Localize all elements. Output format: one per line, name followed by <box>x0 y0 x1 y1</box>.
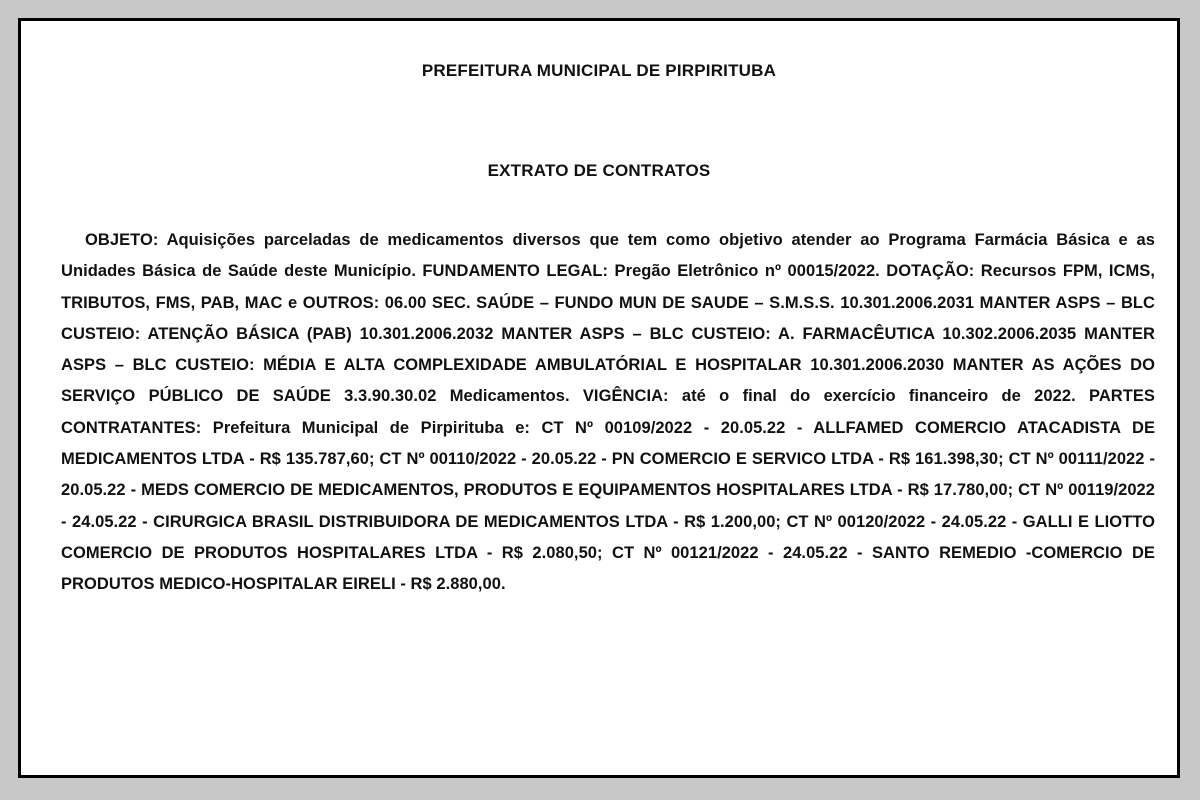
document-header: PREFEITURA MUNICIPAL DE PIRPIRITUBA <box>421 61 777 80</box>
document-body: OBJETO: Aquisições parceladas de medicamentos diversos que tem como objetivo atender ao Programa Farmácia Básica e as Unidades Básica de Saúde deste Município. FUNDAMENTO LEGAL: Pregão Eletrônico nº 00015/2022. DOTAÇÃO: Recursos FPM, ICMS, TRIBUTOS, FMS, PAB, MAC e OUTROS: 06.00 SEC. SAÚDE – FUNDO MUN DE SAUDE – S.M.S.S. 10.301.2006.2031 MANTER ASPS – BLC CUSTEIO: ATENÇÃO BÁSICA (PAB) 10.301.2006.2032 MANTER ASPS – BLC CUSTEIO: A. FARMACÊUTICA 10.302.2006.2035 MANTER ASPS – BLC CUSTEIO: MÉDIA E ALTA COMPLEXIDADE AMBULATÓRIAL E HOSPITALAR 10.301.2006.2030 MANTER AS AÇÕES DO SERVIÇO PÚBLICO DE SAÚDE 3.3.90.30.02 Medicamentos. VIGÊNCIA: até o final do exercício financeiro de 2022. PARTES CONTRATANTES: Prefeitura Municipal de Pirpirituba e: CT Nº 00109/2022 - 20.05.22 - ALLFAMED COMERCIO ATACADISTA DE MEDICAMENTOS LTDA - R$ 135.787,60; CT Nº 00110/2022 - 20.05.22 - PN COMERCIO E SERVICO LTDA - R$ 161.398,30; CT Nº 00111/2022 - 20.05.22 - MEDS COMERCIO DE MEDICAMENTOS, PRODUTOS E EQUIPAMENTOS HOSPITALARES LTDA - R$ 17.780,00; CT Nº 00119/2022 - 24.05.22 - CIRURGICA BRASIL DISTRIBUIDORA DE MEDICAMENTOS LTDA - R$ 1.200,00; CT Nº 00120/2022 - 24.05.22 - GALLI E LIOTTO COMERCIO DE PRODUTOS HOSPITALARES LTDA - R$ 2.080,50; CT Nº 00121/2022 - 24.05.22 - SANTO REMEDIO -COMERCIO DE PRODUTOS MEDICO-HOSPITALAR EIRELI - R$ 2.880,00. <box>61 231 1155 594</box>
document-title: EXTRATO DE CONTRATOS <box>487 161 711 180</box>
document-page <box>18 18 1180 778</box>
